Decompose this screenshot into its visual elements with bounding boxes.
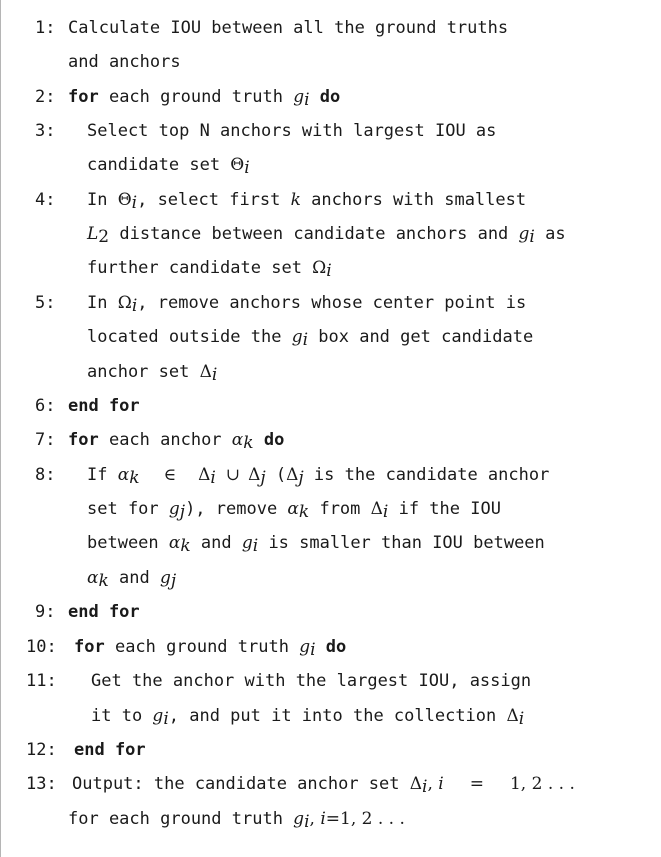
math-alpha: α: [287, 499, 299, 519]
math-alpha: α: [231, 430, 244, 450]
math-delta: Δ: [506, 706, 519, 726]
line-text: for each ground truth $g_i$ do: [68, 87, 341, 110]
line-text: between $\alpha_k$ and $g_i$ is smaller than IOU between: [87, 533, 545, 556]
math-i: i: [320, 809, 326, 829]
line-text: set for $g_j$), remove $\alpha_k$ from $\Delta_i$ if the IOU: [87, 499, 501, 522]
math-union: ∪: [225, 465, 241, 485]
math-g: g: [293, 87, 305, 107]
math-i: i: [438, 774, 444, 794]
line-number: 1:: [35, 18, 56, 38]
line-number: 6:: [35, 396, 56, 416]
line-text: If $\alpha_k$ ∈ $\Delta_i$ ∪ $\Delta_j$ ($\Delta_j$ is the candidate anchor: [87, 465, 550, 488]
line-text: Calculate IOU between all the ground truths: [68, 18, 509, 38]
math-range: 1, 2 . . .: [340, 809, 405, 829]
math-delta: Δ: [198, 465, 211, 485]
keyword-do: do: [319, 87, 341, 107]
line-number: 12:: [26, 740, 57, 760]
math-g: g: [299, 637, 311, 657]
math-L: L: [87, 224, 99, 244]
line-text: for each anchor $\alpha_k$ do: [68, 430, 285, 453]
keyword-end-for: end for: [68, 396, 140, 416]
line-text: $L_2$ distance between candidate anchors and $g_i$ as: [87, 224, 566, 247]
math-omega: Ω: [312, 258, 327, 278]
keyword-end-for: end for: [74, 740, 146, 760]
keyword-for: for: [74, 637, 105, 657]
line-number: 11:: [26, 671, 57, 691]
math-delta: Δ: [248, 465, 261, 485]
line-number: 5:: [35, 293, 56, 313]
math-alpha: α: [87, 568, 99, 588]
line-text: Select top N anchors with largest IOU as: [87, 121, 497, 141]
math-delta: Δ: [370, 499, 383, 519]
line-text: for each ground truth $g_i$ do: [74, 637, 347, 660]
line-number: 13:: [26, 774, 57, 794]
math-g: g: [518, 224, 530, 244]
line-number: 2:: [35, 87, 56, 107]
line-number: 10:: [26, 637, 57, 657]
line-text: it to $g_i$, and put it into the collection $\Delta_i$: [91, 706, 525, 729]
math-delta: Δ: [409, 774, 423, 794]
line-text: Output: the candidate anchor set $\Delta_i$, i = 1, 2 . . .: [72, 774, 575, 797]
math-theta: Θ: [117, 190, 132, 210]
math-g: g: [241, 533, 253, 553]
math-omega: Ω: [117, 293, 132, 313]
math-alpha: α: [117, 465, 130, 485]
math-g: g: [168, 499, 180, 519]
keyword-for: for: [68, 430, 99, 450]
keyword-end-for: end for: [68, 602, 140, 622]
keyword-for: for: [68, 87, 99, 107]
math-range: 1, 2 . . .: [509, 774, 575, 794]
line-text: Get the anchor with the largest IOU, assign: [91, 671, 532, 691]
math-delta: Δ: [286, 465, 299, 485]
line-text: candidate set $\Theta_i$: [87, 155, 250, 178]
math-equals: =: [325, 809, 340, 829]
line-number: 3:: [35, 121, 56, 141]
line-text: and anchors: [68, 52, 181, 72]
line-text: anchor set $\Delta_i$: [87, 362, 218, 385]
keyword-do: do: [325, 637, 347, 657]
line-text: for each ground truth $g_i$, i=1, 2 . . .: [68, 809, 405, 832]
math-g: g: [293, 809, 305, 829]
math-element-of: ∈: [163, 465, 177, 485]
math-k: k: [290, 190, 301, 210]
line-text: In $\Theta_i$, select first k anchors with smallest: [87, 190, 527, 213]
math-theta: Θ: [230, 155, 245, 175]
keyword-do: do: [263, 430, 285, 450]
math-g: g: [159, 568, 171, 588]
math-g: g: [291, 327, 303, 347]
line-number: 9:: [35, 602, 56, 622]
line-number: 7:: [35, 430, 56, 450]
line-number: 4:: [35, 190, 56, 210]
line-text: In $\Omega_i$, remove anchors whose center point is: [87, 293, 527, 316]
math-g: g: [152, 706, 164, 726]
math-alpha: α: [168, 533, 181, 553]
line-text: further candidate set $\Omega_i$: [87, 258, 332, 281]
line-text: located outside the $g_i$ box and get candidate: [87, 327, 534, 350]
math-delta: Δ: [199, 362, 212, 382]
line-text: $\alpha_k$ and $g_j$: [87, 568, 177, 591]
math-equals: =: [469, 774, 484, 794]
line-number: 8:: [35, 465, 56, 485]
